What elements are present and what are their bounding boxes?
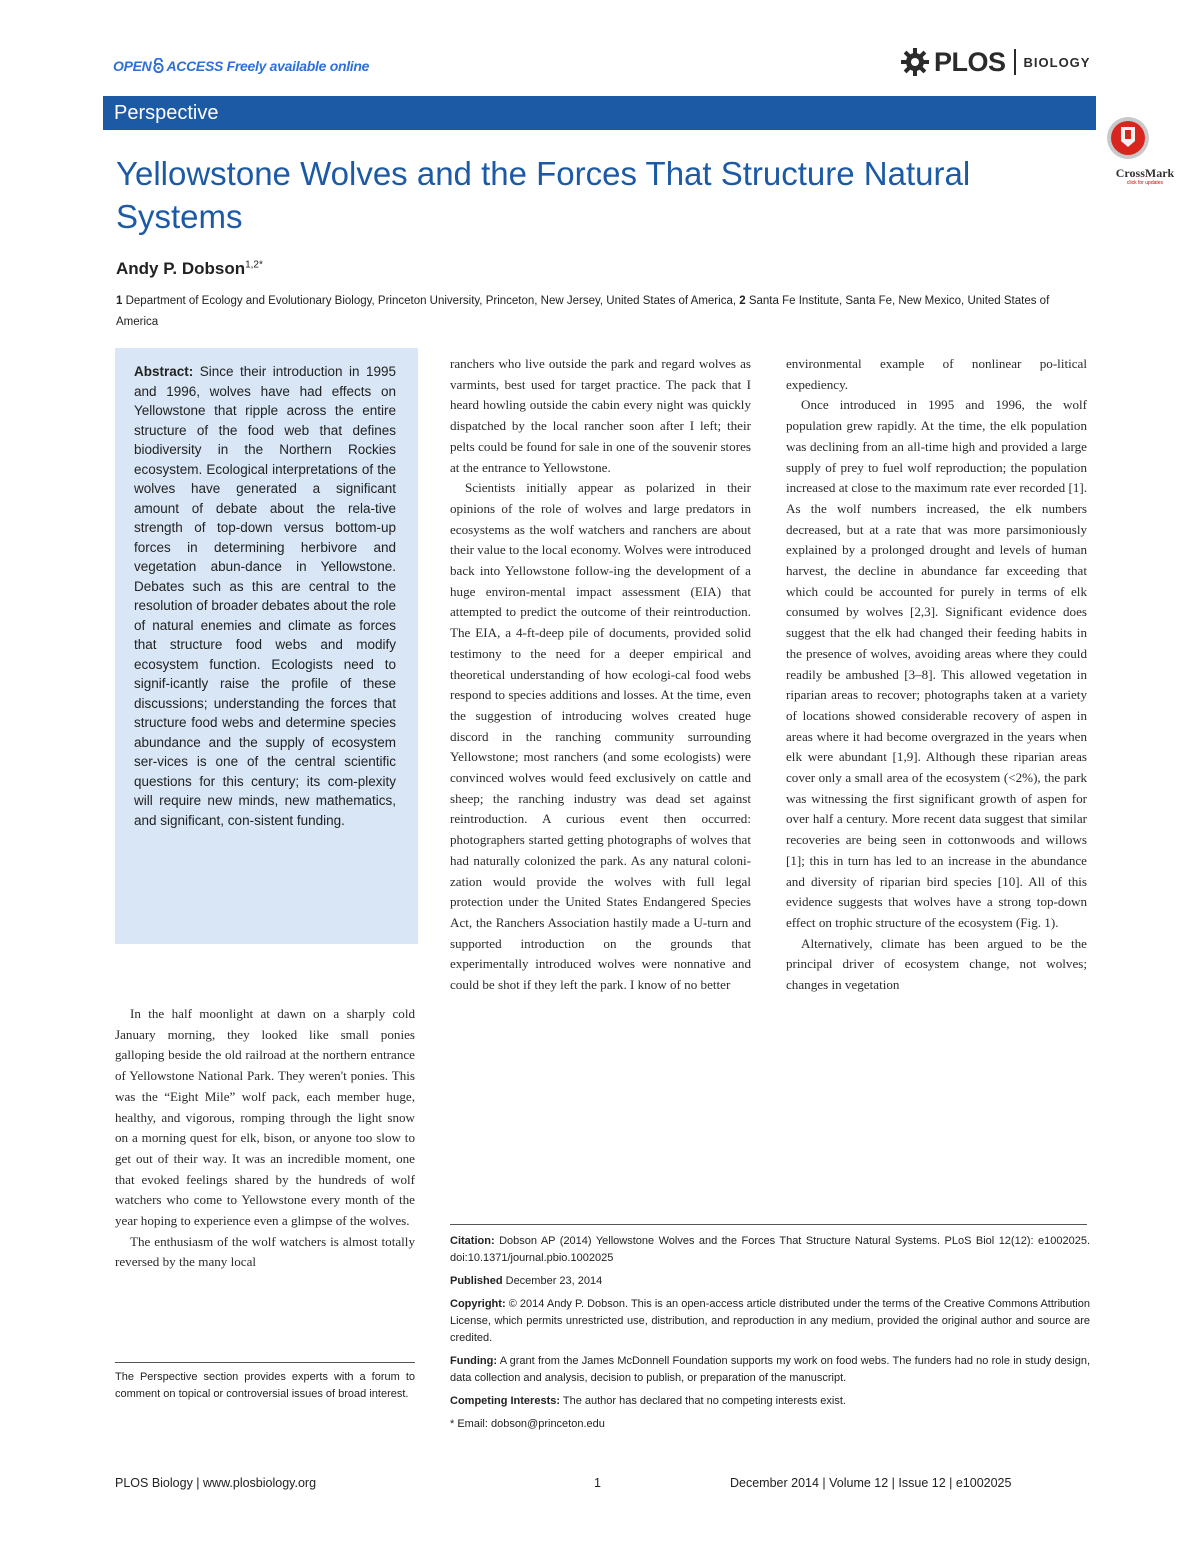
plos-gear-icon [900, 47, 930, 77]
copyright-label: Copyright: [450, 1298, 506, 1310]
abstract-label: Abstract: [134, 364, 194, 379]
author-line [116, 259, 263, 279]
open-label: OPEN [113, 58, 152, 74]
published-date: December 23, 2014 [505, 1275, 603, 1287]
article-title: Yellowstone Wolves and the Forces That Structure Natural Systems [116, 155, 971, 235]
body-column-2 [450, 354, 751, 996]
affiliation-number-1: 1 [116, 295, 123, 307]
body-paragraph: Once introduced in 1995 and 1996, the wolf population grew rapidly. At the time, the elk population was declining from an all-time high and provided a large supply of prey to fuel wolf reproduction; the population increased at close to the maximum rate ever recorded [1]. As the wolf numbers increased, the elk numbers decreased, but at a rate that was more parsimoniously explained by a prolonged drought and levels of human harvest, the decline in abundance far exceeding that which could be accounted for purely in terms of elk consumed by wolves [2,3]. Significant evidence does suggest that the elk had changed their feeding habits in the presence of wolves, avoiding areas where they could readily be ambushed [3–8]. This allowed vegetation in riparian areas to recover; photographs taken at a variety of locations showed considerable recovery of aspen in areas where it had become overgrazed in the years when elk were abundant [1,9]. Although these riparian areas cover only a small area of the ecosystem (<2%), the park was witnessing the first significant growth of aspen for over half a century. More recent data suggest that similar recoveries are being seen in cottonwoods and willows [1]; this in turn has led to an increase in the abundance and diversity of riparian bird species [10]. All of this evidence suggests that wolves have a strong top-down effect on trophic structure of the ecosystem (Fig. 1). [786, 397, 1088, 930]
open-lock-icon [153, 58, 164, 73]
crossmark-badge[interactable] [1104, 114, 1186, 187]
crossmark-label: CrossMark [1115, 166, 1175, 180]
section-label: Perspective [114, 102, 219, 124]
funding-label: Funding: [450, 1355, 498, 1367]
body-paragraph: The enthusiasm of the wolf watchers is almost totally reversed by the many local [115, 1233, 415, 1270]
funding [450, 1353, 1090, 1387]
section-footnote: The Perspective section provides experts with a forum to comment on topical or controversial issues of broad interest. [115, 1371, 415, 1400]
affiliation-number-2: 2 [739, 295, 746, 307]
crossmark-icon [1104, 114, 1152, 162]
plos-biology-logo[interactable] [900, 46, 1090, 78]
body-paragraph: environmental example of nonlinear po-litical expediency. [786, 356, 1087, 392]
journal-name: BIOLOGY [1023, 54, 1091, 70]
citation [450, 1233, 1090, 1267]
body-paragraph: Alternatively, climate has been argued to be the principal driver of ecosystem change, not wolves; changes in vegetation [786, 935, 1087, 993]
author-name: Andy P. Dobson [116, 259, 246, 278]
logo-divider [1014, 49, 1016, 75]
published-label: Published [450, 1275, 503, 1287]
email-text[interactable]: Email: dobson@princeton.edu [457, 1418, 605, 1430]
plos-wordmark: PLOS [934, 46, 1006, 77]
body-paragraph: In the half moonlight at dawn on a sharply cold January morning, they looked like small ponies galloping beside the old railroad at the northern entrance of Yellowstone National Park. They weren't ponies. This was the “Eight Mile” wolf pack, each member huge, healthy, and vigorous, romping through the light snow on a morning quest for elk, bison, or anyone too slow to get out of their way. It was an incredible moment, one that evoked feelings shared by the hundreds of wolf watchers who come to Yellowstone every month of the year hoping to experience even a glimpse of the wolves. [115, 1006, 415, 1229]
copyright-text: © 2014 Andy P. Dobson. This is an open-access article distributed under the terms of the Creative Commons Attribution License, which permits unrestricted use, distribution, and reproduction in any medium, provided the original author and source are credited. [450, 1298, 1090, 1344]
footer-issue-info: December 2014 | Volume 12 | Issue 12 | e1002025 [730, 1476, 1012, 1490]
page-number: 1 [594, 1476, 601, 1490]
body-column-1 [115, 1004, 415, 1273]
freely-available-label: Freely available online [226, 58, 370, 74]
section-band [103, 96, 1096, 130]
email-mark: * [450, 1418, 455, 1430]
competing-interests [450, 1393, 1090, 1410]
corresponding-email [450, 1416, 1090, 1433]
abstract [134, 362, 396, 830]
body-paragraph: ranchers who live outside the park and regard wolves as varmints, best used for target practice. The pack that I heard howling outside the cabin every night was quickly dispatched by the local rancher soon after I left; their pelts could be found for sale in one of the souvenir stores at the entrance to Yellowstone. [450, 356, 751, 475]
citation-divider [450, 1224, 1087, 1225]
published [450, 1273, 1090, 1290]
affiliations [116, 291, 1091, 333]
footnote-divider [115, 1362, 415, 1363]
footer-journal-url[interactable]: PLOS Biology | www.plosbiology.org [115, 1476, 317, 1490]
competing-text: The author has declared that no competing interests exist. [562, 1395, 846, 1407]
crossmark-sub-label: click for updates [1126, 180, 1164, 186]
author-affiliation-marks: 1,2* [245, 259, 263, 271]
citation-block [450, 1233, 1090, 1439]
funding-text: A grant from the James McDonnell Foundation supports my work on food webs. The funders had no role in study design, data collection and analysis, decision to publish, or preparation of the manuscript. [450, 1355, 1091, 1384]
body-paragraph: Scientists initially appear as polarized in their opinions of the role of wolves and large predators in ecosystems as the wolf watchers and ranchers are about their value to the local economy. Wolves were introduced back into Yellowstone follow-ing the development of a huge environ-mental impact assessment (EIA) that attempted to predict the outcome of their reintroduction. The EIA, a 4-ft-deep pile of documents, provided solid testimony to the need for a deeper empirical and theoretical understanding of how ecologi-cal food webs respond to species additions and losses. At the time, even the suggestion of introducing wolves created huge discord in the ranching community surrounding Yellowstone; most ranchers (and some ecologists) were convinced wolves would feed exclusively on cattle and sheep; the ranching industry was dead set against reintroduction. A curious event then occurred: photographers started getting photographs of wolves that had naturally colonized the park. As any natural coloni-zation would provide the wolves with full legal protection under the United States Endangered Species Act, the Ranchers Association hastily made a U-turn and supported introduction on the grounds that experimentally introduced wolves were nonnative and could be shot if they left the park. I know of no better [450, 480, 751, 993]
access-label: ACCESS [166, 58, 224, 74]
body-column-3 [786, 354, 1087, 996]
citation-text: Dobson AP (2014) Yellowstone Wolves and the Forces That Structure Natural Systems. PLoS Biol 12(12): e1002025. doi:10.1371/journal.pbio.1002025 [450, 1235, 1090, 1264]
affiliation-1: Department of Ecology and Evolutionary Biology, Princeton University, Princeton, New Jersey, United States of America, [125, 295, 737, 307]
citation-label: Citation: [450, 1235, 495, 1247]
open-access-badge [113, 58, 369, 74]
copyright [450, 1296, 1090, 1347]
affiliation-2: Santa Fe Institute, Santa Fe, New Mexico, United States of America [116, 295, 1050, 328]
competing-label: Competing Interests: [450, 1395, 561, 1407]
abstract-text: Since their introduction in 1995 and 1996, wolves have had effects on Yellowstone that ripple across the entire structure of the food web that defines biodiversity in the Northern Rockies ecosystem. Ecological interpretations of the wolves have generated a significant amount of debate about the rela-tive strength of top-down versus bottom-up forces in determining herbivore and vegetation abun-dance in Yellowstone. Debates such as this are central to the resolution of broader debates about the role of natural enemies and climate as forces that structure food webs and modify ecosystem function. Ecologists need to signif-icantly raise the profile of these discussions; understanding the forces that structure food webs and determine species abundance and the supply of ecosystem ser-vices is one of the central scientific questions for this century; its com-plexity will require new minds, new mathematics, and significant, con-sistent funding. [134, 364, 396, 828]
